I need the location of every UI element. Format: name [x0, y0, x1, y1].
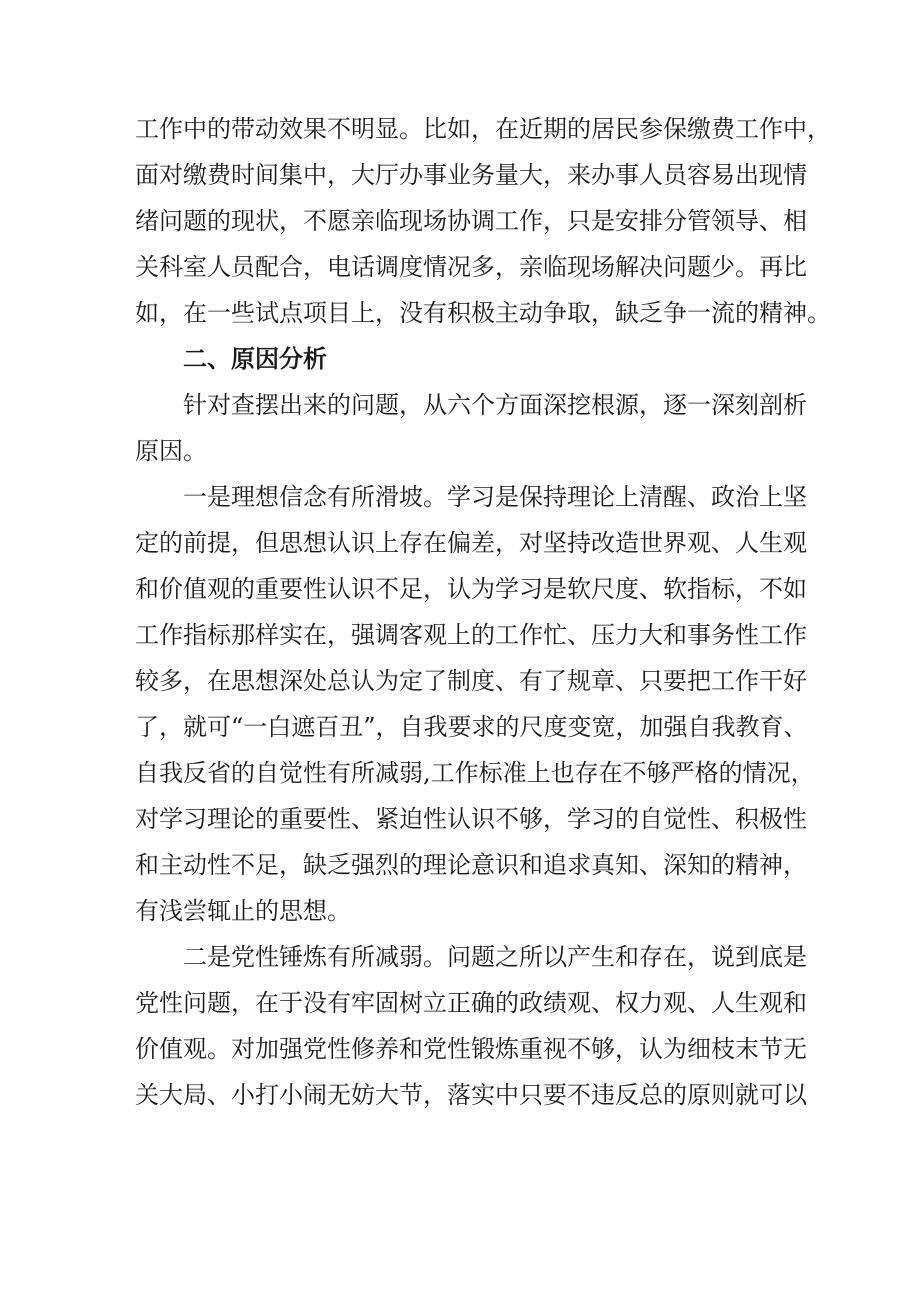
text-line: 自我反省的自觉性有所减弱,工作标准上也存在不够严格的情况， — [135, 759, 815, 787]
text-line: 二是党性锤炼有所减弱。问题之所以产生和存在，说到底是 — [183, 943, 807, 971]
text-line: 工作中的带动效果不明显。比如，在近期的居民参保缴费工作中， — [135, 115, 831, 143]
text-line: 有浅尝辄止的思想。 — [135, 897, 351, 925]
text-line: 针对查摆出来的问题，从六个方面深挖根源，逐一深刻剖析 — [183, 391, 807, 419]
paragraph-1 — [135, 106, 831, 336]
text-line: 和价值观的重要性认识不足，认为学习是软尺度、软指标，不如 — [135, 575, 807, 603]
text-line: 绪问题的现状，不愿亲临现场协调工作，只是安排分管领导、相 — [135, 207, 807, 235]
text-line: 如，在一些试点项目上，没有积极主动争取，缺乏争一流的精神。 — [135, 299, 831, 327]
paragraph-4 — [135, 934, 807, 1118]
text-line: 一是理想信念有所滑坡。学习是保持理论上清醒、政治上坚 — [183, 483, 807, 511]
text-line: 工作指标那样实在，强调客观上的工作忙、压力大和事务性工作 — [135, 621, 807, 649]
text-line: 原因。 — [135, 437, 207, 465]
text-line: 党性问题，在于没有牢固树立正确的政绩观、权力观、人生观和 — [135, 989, 807, 1017]
text-line: 价值观。对加强党性修养和党性锻炼重视不够，认为细枝末节无 — [135, 1035, 807, 1063]
text-line: 关大局、小打小闹无妨大节，落实中只要不违反总的原则就可以 — [135, 1081, 807, 1109]
paragraph-2 — [135, 382, 807, 474]
text-line: 定的前提，但思想认识上存在偏差，对坚持改造世界观、人生观 — [135, 529, 807, 557]
text-line: 了，就可“一白遮百丑”，自我要求的尺度变宽，加强自我教育、 — [135, 713, 808, 741]
text-line: 关科室人员配合，电话调度情况多，亲临现场解决问题少。再比 — [135, 253, 807, 281]
text-line: 和主动性不足，缺乏强烈的理论意识和追求真知、深知的精神， — [135, 851, 807, 879]
text-line: 面对缴费时间集中，大厅办事业务量大，来办事人员容易出现情 — [135, 161, 807, 189]
text-line: 对学习理论的重要性、紧迫性认识不够，学习的自觉性、积极性 — [135, 805, 807, 833]
heading-text: 二、原因分析 — [183, 345, 327, 373]
text-line: 较多，在思想深处总认为定了制度、有了规章、只要把工作干好 — [135, 667, 807, 695]
paragraph-3 — [135, 474, 815, 934]
section-heading — [135, 336, 785, 382]
document-body — [135, 106, 831, 1118]
